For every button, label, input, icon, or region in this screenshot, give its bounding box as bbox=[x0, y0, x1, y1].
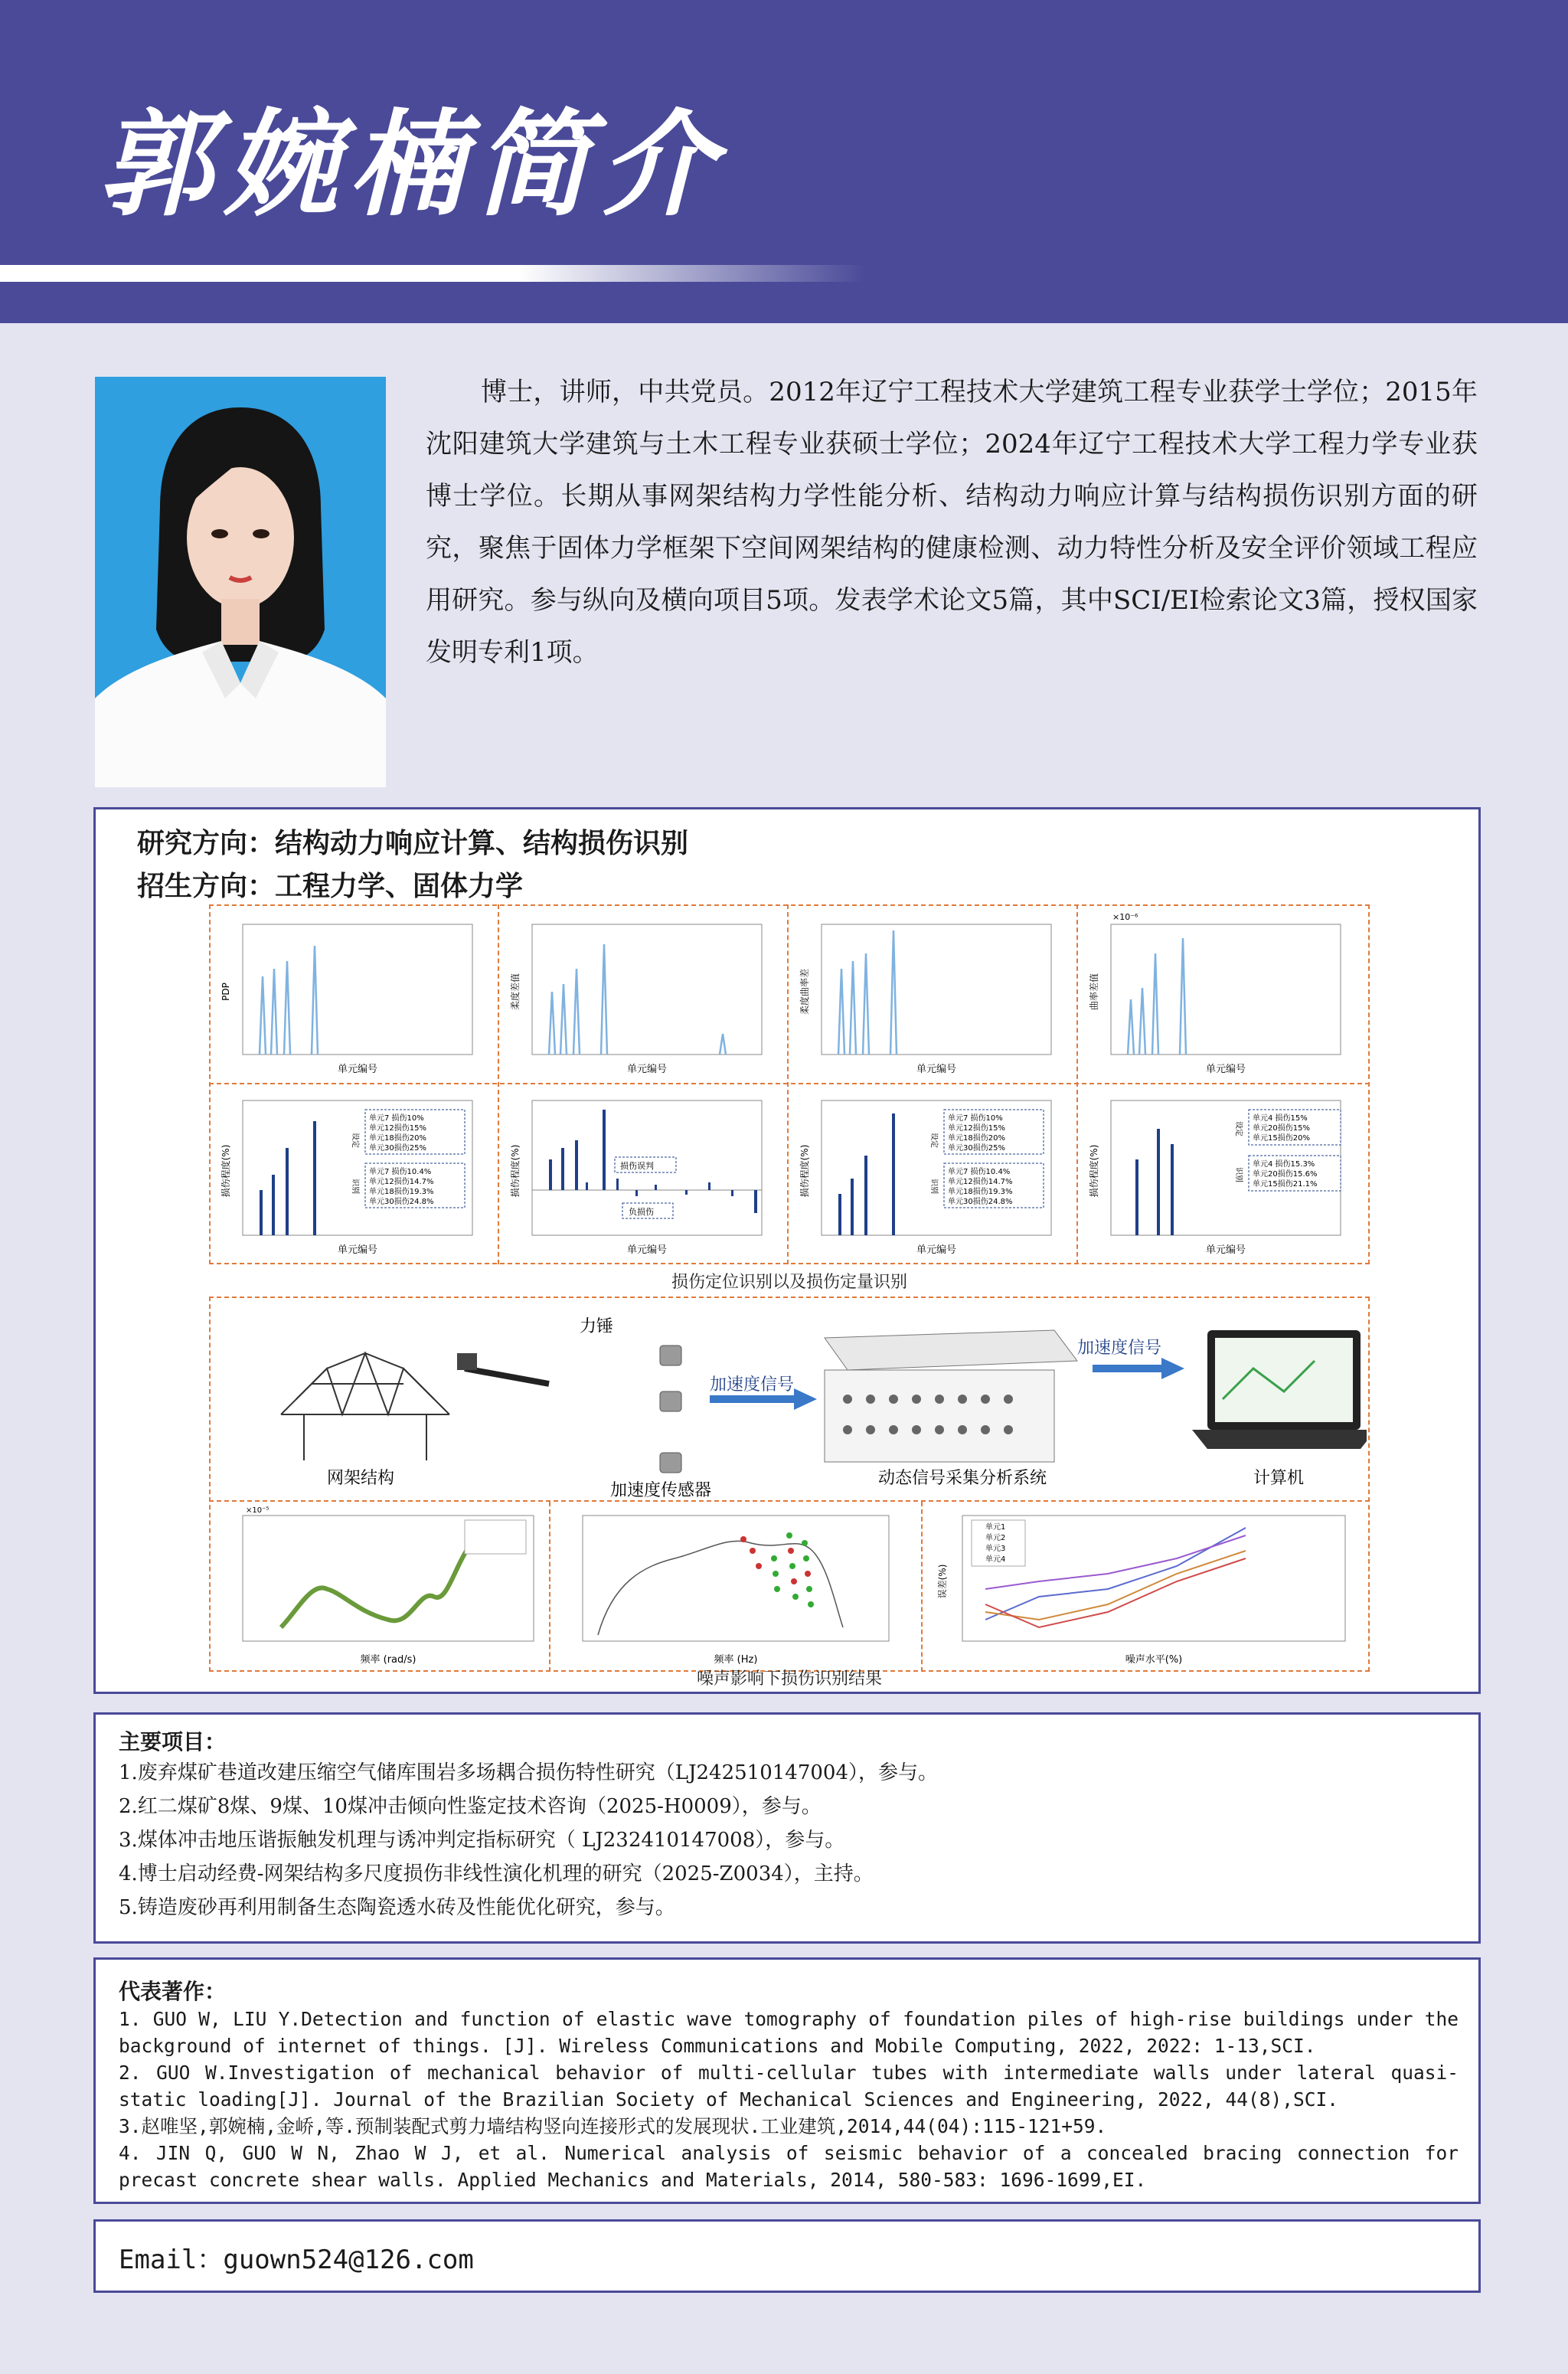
daq-label: 动态信号采集分析系统 bbox=[878, 1469, 1047, 1488]
y-axis-label: 曲率差值 bbox=[1089, 973, 1099, 1011]
x-axis-label: 单元编号 bbox=[626, 1244, 668, 1256]
chart-damage-degree-4 bbox=[1080, 1087, 1367, 1261]
response-curve bbox=[598, 1541, 843, 1635]
projects-section bbox=[93, 1712, 1481, 1944]
y-axis-label: PDP bbox=[220, 983, 231, 1001]
y-axis-label: 损伤程度(%) bbox=[510, 1144, 521, 1198]
publications-section bbox=[93, 1957, 1481, 2204]
intro-paragraph: 博士，讲师，中共党员。2012年辽宁工程技术大学建筑工程专业获学士学位；2015年沈阳建筑大学建筑与土木工程专业获硕士学位；2024年辽宁工程技术大学工程力学专业获博士学位。长期从事网架结构力学性能分析、结构动力响应计算与结构损伤识别方面的研究，聚焦于固体力学框架下空间网架结构的健康检测、动力特性分析及安全评价领域工程应用研究。参与纵向及横向项目5项。发表学术论文5篇，其中SCI/EI检索论文3篇，授权国家发明专利1项。 bbox=[426, 377, 1478, 668]
legend-side-label: 设定 bbox=[351, 1133, 359, 1148]
figure-caption: 损伤定位识别以及损伤定量识别 bbox=[671, 1273, 907, 1292]
legend-side-label: 识别 bbox=[929, 1179, 938, 1194]
x-axis-label: 频率 (Hz) bbox=[714, 1654, 758, 1666]
test-system-diagram bbox=[212, 1300, 1367, 1499]
x-axis-label: 单元编号 bbox=[1205, 1244, 1246, 1256]
research-section bbox=[93, 807, 1481, 1694]
hammer-head bbox=[457, 1353, 477, 1370]
chart-frf-noise bbox=[212, 1505, 547, 1669]
project-item: 4.博士启动经费-网架结构多尺度损伤非线性演化机理的研究（2025-Z0034），主持。 bbox=[119, 1862, 874, 1885]
chart-damage-degree-2 bbox=[501, 1087, 786, 1261]
publication-item: 2. GUO W.Investigation of mechanical behavior of multi-cellular tubes with intermediate walls under lateral quasi-static loading[J]. Journal of the Brazilian Society of Mechanical Sciences and Engineering, 2022, 44(8),SCI. bbox=[119, 2062, 1459, 2111]
legend-entry: 单元4 bbox=[985, 1555, 1006, 1564]
legend-side-label: 识别 bbox=[351, 1179, 359, 1194]
legend-entry: 单元12损伤15% bbox=[948, 1124, 1005, 1133]
chart-flex-diff bbox=[501, 907, 786, 1081]
chart-pdp bbox=[212, 907, 497, 1081]
legend-entry: 单元7 损伤10% bbox=[369, 1114, 424, 1123]
projects-title: 主要项目： bbox=[119, 1729, 227, 1754]
x-axis-label: 单元编号 bbox=[1205, 1064, 1246, 1075]
y-axis-label: 柔度曲率差 bbox=[799, 968, 810, 1015]
publication-item: 3.赵唯坚,郭婉楠,金峤,等.预制装配式剪力墙结构竖向连接形式的发展现状.工业建筑,2014,44(04):115-121+59. bbox=[119, 2115, 1107, 2137]
chart-error-vs-noise bbox=[924, 1505, 1367, 1669]
legend-entry: 单元4 损伤15% bbox=[1253, 1114, 1308, 1123]
legend-entry: 单元4 损伤15.3% bbox=[1253, 1160, 1315, 1169]
exp-scale-label: ×10⁻⁶ bbox=[1112, 912, 1138, 922]
enrollment-direction: 招生方向：工程力学、固体力学 bbox=[137, 870, 524, 902]
grid-divider bbox=[209, 1500, 1370, 1503]
annotation-label: 负损伤 bbox=[629, 1207, 654, 1217]
y-axis-label: 损伤程度(%) bbox=[1089, 1144, 1099, 1198]
y-axis-label: 误差(%) bbox=[937, 1564, 948, 1599]
chart-noise-scatter bbox=[552, 1505, 920, 1669]
x-axis-label: 频率 (rad/s) bbox=[360, 1654, 416, 1666]
signal-label-2: 加速度信号 bbox=[1077, 1339, 1162, 1358]
annotation-label: 损伤误判 bbox=[620, 1161, 654, 1171]
y-axis-label: 损伤程度(%) bbox=[220, 1144, 231, 1198]
chart-damage-degree-3 bbox=[791, 1087, 1076, 1261]
frf-curve bbox=[281, 1535, 480, 1627]
hammer-icon bbox=[465, 1368, 549, 1384]
structure-label: 网架结构 bbox=[327, 1469, 395, 1488]
x-axis-label: 单元编号 bbox=[337, 1244, 378, 1256]
legend-entry: 单元30损伤24.8% bbox=[369, 1198, 434, 1206]
legend-entry: 单元2 bbox=[985, 1534, 1006, 1542]
legend-side-label: 设定 bbox=[1234, 1121, 1243, 1136]
exp-scale-label: ×10⁻⁵ bbox=[246, 1506, 270, 1515]
email-section bbox=[93, 2219, 1481, 2293]
signal-label-1: 加速度信号 bbox=[710, 1375, 795, 1395]
legend-entry: 单元7 损伤10.4% bbox=[948, 1168, 1011, 1176]
x-axis-label: 单元编号 bbox=[626, 1064, 668, 1075]
x-axis-label: 单元编号 bbox=[916, 1244, 957, 1256]
legend-entry: 单元18损伤19.3% bbox=[948, 1188, 1013, 1196]
legend-entry: 单元20损伤15.6% bbox=[1253, 1170, 1318, 1179]
accelerometer-icon bbox=[660, 1346, 681, 1473]
x-axis-label: 单元编号 bbox=[337, 1064, 378, 1075]
legend-entry: 单元3 bbox=[985, 1545, 1006, 1553]
chart-curvature-diff bbox=[1080, 907, 1367, 1081]
portrait-illustration bbox=[95, 377, 386, 787]
legend-entry: 单元30损伤25% bbox=[369, 1144, 426, 1153]
publication-item: 4. JIN Q, GUO W N, Zhao W J, et al. Numerical analysis of seismic behavior of a concealed bracing connection for precast concrete shear walls. Applied Mechanics and Materials, 2014, 580-583: 1696-1699,EI. bbox=[119, 2142, 1459, 2191]
y-axis-label: 损伤程度(%) bbox=[799, 1144, 810, 1198]
legend-entry: 单元12损伤14.7% bbox=[948, 1178, 1013, 1186]
publication-item: 1. GUO W, LIU Y.Detection and function of elastic wave tomography of foundation piles of high-rise buildings under the background of internet of things. [J]. Wireless Communications and Mobile Computing, 2022, 2022: 1-13,SCI. bbox=[119, 2008, 1459, 2057]
x-axis-label: 噪声水平(%) bbox=[1125, 1654, 1183, 1666]
truss-structure-icon bbox=[281, 1353, 449, 1460]
chart-flex-curvature bbox=[791, 907, 1076, 1081]
header-divider bbox=[0, 265, 865, 282]
research-direction: 研究方向：结构动力响应计算、结构损伤识别 bbox=[137, 827, 689, 859]
legend-side-label: 设定 bbox=[929, 1133, 938, 1148]
laptop-icon bbox=[1192, 1330, 1367, 1449]
legend-entry: 单元18损伤20% bbox=[369, 1134, 426, 1143]
email-link[interactable]: Email：guown524@126.com bbox=[119, 2245, 474, 2275]
project-item: 2.红二煤矿8煤、9煤、10煤冲击倾向性鉴定技术咨询（2025-H0009），参与。 bbox=[119, 1795, 822, 1818]
legend-entry: 单元7 损伤10.4% bbox=[369, 1168, 432, 1176]
publications-title: 代表著作： bbox=[119, 1979, 227, 2004]
legend-entry: 单元18损伤19.3% bbox=[369, 1188, 434, 1196]
legend-entry: 单元1 bbox=[985, 1523, 1006, 1532]
project-item: 5.铸造废砂再利用制备生态陶瓷透水砖及性能优化研究，参与。 bbox=[119, 1896, 675, 1919]
daq-device-icon bbox=[825, 1330, 1077, 1462]
legend-side-label: 识别 bbox=[1234, 1167, 1243, 1182]
legend-entry: 单元20损伤15% bbox=[1253, 1124, 1310, 1133]
legend-entry: 单元30损伤24.8% bbox=[948, 1198, 1013, 1206]
publications-list bbox=[119, 2006, 1459, 2193]
grid-divider bbox=[209, 1083, 1370, 1086]
profile-photo bbox=[95, 377, 386, 787]
legend-entry: 单元12损伤15% bbox=[369, 1124, 426, 1133]
project-item: 1.废弃煤矿巷道改建压缩空气储库围岩多场耦合损伤特性研究（LJ242510147004），参与。 bbox=[119, 1761, 938, 1784]
legend-entry: 单元15损伤20% bbox=[1253, 1134, 1310, 1143]
page-title: 郭婉楠简介 bbox=[98, 97, 727, 232]
legend-entry: 单元7 损伤10% bbox=[948, 1114, 1003, 1123]
sensor-label: 加速度传感器 bbox=[610, 1481, 712, 1499]
hammer-label: 力锤 bbox=[580, 1317, 614, 1336]
x-axis-label: 单元编号 bbox=[916, 1064, 957, 1075]
legend-entry: 单元30损伤25% bbox=[948, 1144, 1005, 1153]
arrow-head-icon bbox=[1161, 1358, 1184, 1379]
legend-entry: 单元18损伤20% bbox=[948, 1134, 1005, 1143]
legend-entry: 单元12损伤14.7% bbox=[369, 1178, 434, 1186]
chart-damage-degree-1 bbox=[212, 1087, 497, 1261]
arrow-head-icon bbox=[794, 1388, 817, 1410]
y-axis-label: 柔度差值 bbox=[510, 973, 521, 1011]
computer-label: 计算机 bbox=[1253, 1469, 1305, 1488]
figure-caption: 噪声影响下损伤识别结果 bbox=[696, 1669, 882, 1689]
legend-entry: 单元15损伤21.1% bbox=[1253, 1180, 1318, 1189]
project-item: 3.煤体冲击地压谐振触发机理与诱冲判定指标研究（ LJ232410147008），参与。 bbox=[119, 1829, 845, 1852]
